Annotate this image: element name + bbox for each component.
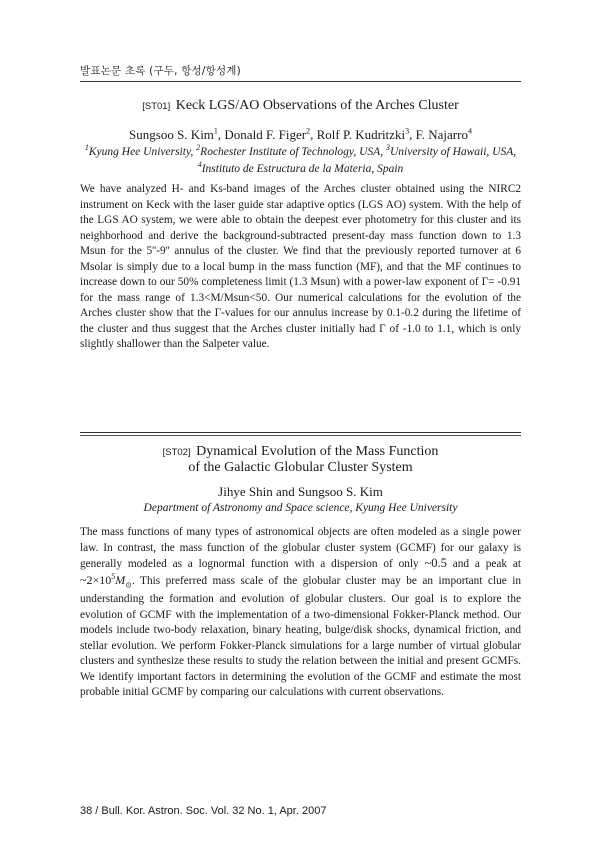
paper2-authors: Jihye Shin and Sungsoo S. Kim (218, 484, 383, 499)
paper2-abstract: The mass functions of many types of astronomical objects are often modeled as a single power law. In contrast, the mass function of the globular cluster system (GCMF) for our galaxy is generally modeled as a lognormal function with a dispersion of only ~0.5 and a peak at $\sim 2\times 10^5M_⊙$. This preferred mass scale of the globular cluster may be an important clue in understanding the formation and evolution of globular clusters. Our goal is to explore the evolution of GCMF with the implementation of a two-dimensional Fokker-Planck method. Our models include two-body relaxation, binary heating, bulge/disk shocks, dynamical friction, and stellar evolution. We perform Fokker-Planck simulations for a large number of virtual globular clusters and synthesize these results to study the relation between the initial and present GCMFs. We identify important factors in determining the evolution of the GCMF and estimate the most probable initial GCMF by comparing our calculations with current observations. (80, 526, 522, 699)
paper2-title-line2: of the Galactic Globular Cluster System (188, 460, 413, 475)
paper1-abstract: We have analyzed H- and Ks-band images of the Arches cluster obtained using the NIRC2 instrument on Keck with the laser guide star adaptive optics (LGS AO) system. With the help of the LGS AO system, we were able to obtain the deepest ever photometry for this cluster and its neighborhood and derive the background-subtracted present-day mass function down to 1.3 Msun for the 5''-9'' annulus of the cluster. We find that the previously reported turnover at 6 Msolar is simply due to a local bump in the mass function (MF), and that the MF continues to increase down to our 50% completeness limit (1.3 Msun) with a power-law exponent of Γ= -0.91 for the mass range of 1.3<M/Msun<50. Our numerical calculations for the evolution of the Arches cluster show that the Γ-values for our annulus increase by 0.1-0.2 during the lifetime of the cluster and thus suggest that the Arches cluster initially had Γ of -1.0 to 1.1, which is only slightly shallower than the Salpeter value. (80, 183, 521, 350)
dispersion-value: ~0.5 (424, 556, 447, 570)
paper1-affiliations: $^1$Kyung Hee University, $^2$Rochester Institute of Technology, USA, $^3$University of Hawaii, USA, $^4$Instituto de Estructura de la Materia, Spain (84, 143, 517, 175)
paper2-title-line1: Dynamical Evolution of the Mass Function (196, 444, 439, 459)
page-footer-citation: 38 / Bull. Kor. Astron. Soc. Vol. 32 No. 1, Apr. 2007 (80, 805, 327, 817)
peak-value: $\sim 2\times 10^5M_⊙$ (80, 571, 132, 589)
paper1-title-text: Keck LGS/AO Observations of the Arches Cluster (175, 98, 459, 113)
paper1-authors: Sungsoo S. Kim$^1$, Donald F. Figer$^2$, Rolf P. Kudritzki$^3$, F. Najarro$^4$ (129, 126, 472, 142)
paper1-code: [ST01] (142, 101, 171, 112)
paper2-affiliation: Department of Astronomy and Space science, Kyung Hee University (143, 502, 458, 514)
author-name: Rolf P. Kudritzki (316, 127, 406, 142)
author-name: Sungsoo S. Kim (129, 127, 214, 142)
section-divider (80, 432, 521, 433)
paper2-code: [ST02] (162, 447, 191, 458)
author-name: F. Najarro (415, 127, 468, 142)
author-name: Donald F. Figer (224, 127, 307, 142)
section-header-label: 발표논문 초록 (구두, 항성/항성계) (80, 65, 241, 77)
header-rule (80, 81, 521, 82)
paper1-title (80, 98, 521, 114)
section-divider-secondary (80, 435, 521, 436)
paper2-title (80, 444, 521, 476)
